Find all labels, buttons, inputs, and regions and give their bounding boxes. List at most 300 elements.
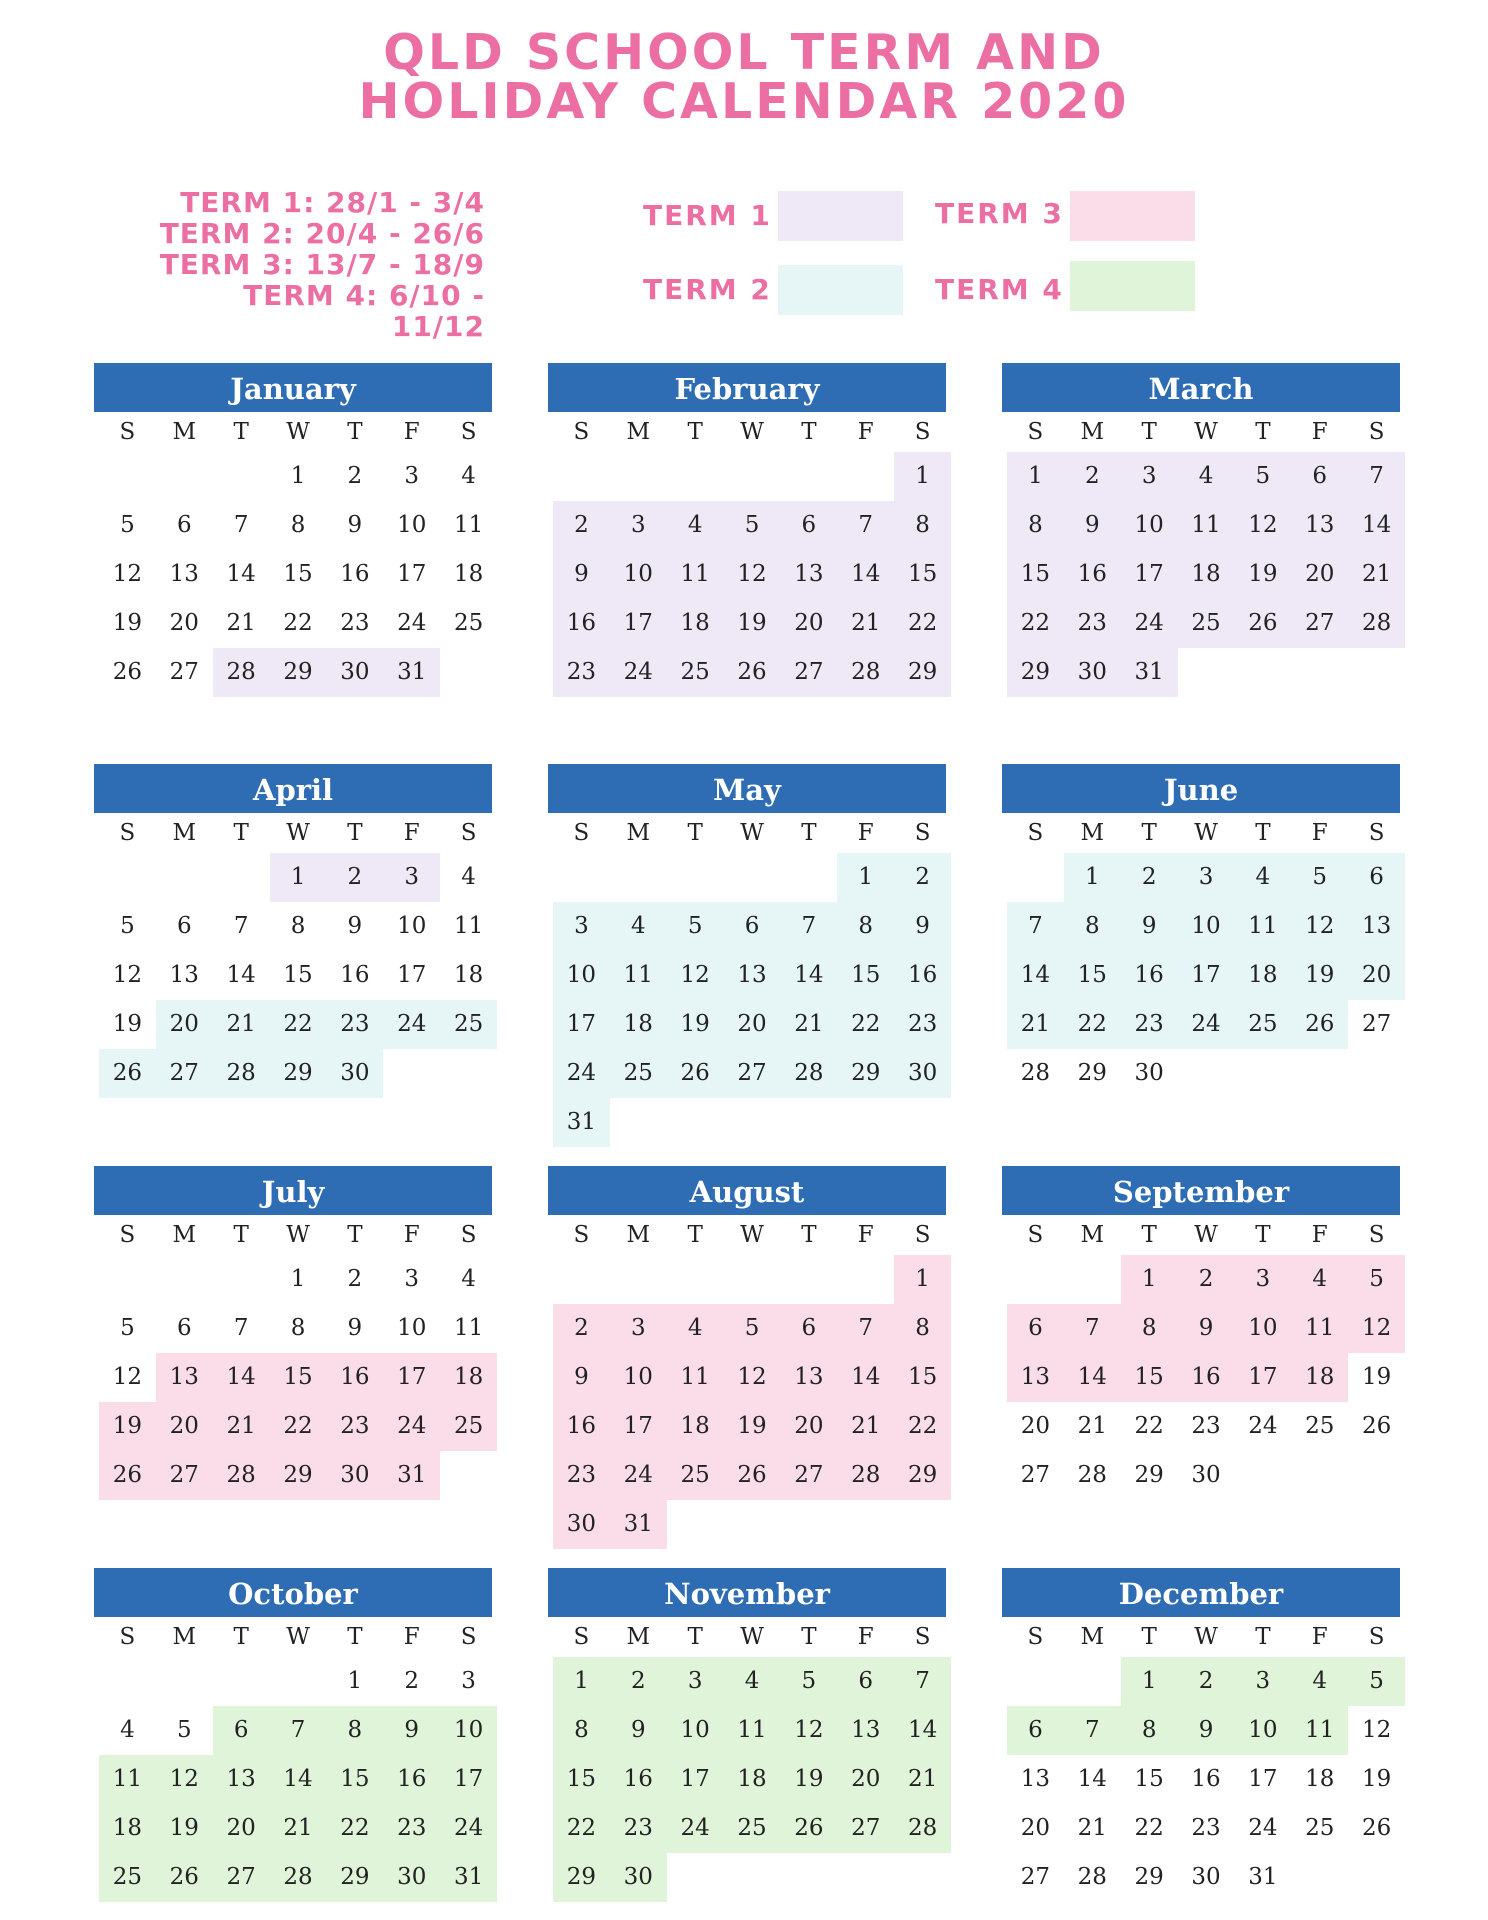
day-cell: 24 [1178, 1000, 1235, 1049]
weekday-label: T [687, 820, 703, 846]
day-cell: 18 [1178, 550, 1235, 599]
month-days-grid [99, 1617, 497, 1902]
week-row [1007, 452, 1405, 501]
day-cell: 2 [326, 853, 383, 902]
day-cell: 21 [1007, 1000, 1064, 1049]
day-cell: 28 [780, 1049, 837, 1098]
weekday-label: T [347, 1624, 363, 1650]
week-row [553, 550, 951, 599]
day-cell: 24 [610, 1451, 667, 1500]
day-cell: 22 [1007, 599, 1064, 648]
weekday-label: S [460, 1222, 477, 1248]
day-cell: 30 [326, 1451, 383, 1500]
weekday-label: S [914, 1222, 931, 1248]
weekday-label: S [119, 1624, 136, 1650]
day-cell: 14 [1077, 1766, 1107, 1792]
month-november [548, 1568, 946, 1902]
empty-cell [610, 452, 667, 501]
month-february [548, 363, 946, 697]
weekday-label: W [1194, 1222, 1218, 1248]
day-cell: 5 [120, 913, 135, 939]
day-cell: 23 [1191, 1413, 1221, 1439]
day-cell: 11 [453, 512, 484, 538]
day-cell: 11 [1291, 1304, 1348, 1353]
weekday-label: S [573, 1222, 590, 1248]
weekday-header-row [99, 1215, 497, 1255]
weekday-label: S [573, 419, 590, 445]
month-days-grid [1007, 813, 1405, 1098]
empty-cell [1348, 1049, 1405, 1098]
empty-cell [610, 853, 667, 902]
day-cell: 5 [780, 1657, 837, 1706]
weekday-label: F [403, 1222, 420, 1248]
day-cell: 26 [1234, 599, 1291, 648]
day-cell: 27 [724, 1049, 781, 1098]
day-cell: 12 [112, 561, 143, 587]
day-cell: 16 [1191, 1766, 1221, 1792]
weekday-label: M [172, 419, 197, 445]
day-cell: 16 [1121, 951, 1178, 1000]
day-cell: 7 [780, 902, 837, 951]
day-cell: 18 [1305, 1766, 1335, 1792]
day-cell: 26 [1361, 1413, 1392, 1439]
weekday-label: T [233, 820, 249, 846]
empty-cell [780, 1500, 837, 1549]
day-cell: 3 [1234, 1255, 1291, 1304]
day-cell: 16 [1064, 550, 1121, 599]
day-cell: 14 [213, 1353, 270, 1402]
day-cell: 7 [270, 1706, 327, 1755]
day-cell: 8 [1064, 902, 1121, 951]
weekday-label: T [1141, 419, 1157, 445]
day-cell: 5 [1348, 1657, 1405, 1706]
day-cell: 1 [837, 853, 894, 902]
day-cell: 8 [894, 501, 951, 550]
weekday-label: M [1080, 1222, 1105, 1248]
empty-cell [1064, 1255, 1121, 1304]
empty-cell [1234, 1451, 1291, 1500]
week-row [553, 1804, 951, 1853]
day-cell: 30 [383, 1853, 440, 1902]
day-cell: 6 [837, 1657, 894, 1706]
week-row [1007, 1853, 1405, 1902]
day-cell: 17 [397, 561, 427, 587]
day-cell: 15 [326, 1755, 383, 1804]
day-cell: 20 [1020, 1815, 1051, 1841]
empty-cell [1234, 648, 1291, 697]
day-cell: 28 [213, 1451, 270, 1500]
day-cell: 28 [213, 1049, 270, 1098]
day-cell: 28 [1348, 599, 1405, 648]
empty-cell [213, 1657, 270, 1706]
day-cell: 9 [1121, 902, 1178, 951]
day-cell: 21 [894, 1755, 951, 1804]
day-cell: 2 [1178, 1657, 1235, 1706]
day-cell: 2 [1121, 853, 1178, 902]
month-days-grid [1007, 412, 1405, 697]
month-header: December [1002, 1568, 1400, 1617]
empty-cell [99, 1255, 156, 1304]
week-row [1007, 902, 1405, 951]
day-cell: 9 [347, 1315, 363, 1341]
weekday-label: T [1141, 1222, 1157, 1248]
empty-cell [667, 1853, 724, 1902]
day-cell: 11 [1234, 902, 1291, 951]
day-cell: 24 [610, 648, 667, 697]
empty-cell [894, 1500, 951, 1549]
day-cell: 20 [213, 1804, 270, 1853]
weekday-header-row [1007, 412, 1405, 452]
month-header: August [548, 1166, 946, 1215]
day-cell: 27 [780, 648, 837, 697]
empty-cell [724, 1098, 781, 1147]
day-cell: 4 [1291, 1255, 1348, 1304]
week-row [553, 1500, 951, 1549]
day-cell: 18 [667, 599, 724, 648]
day-cell: 26 [99, 1049, 156, 1098]
day-cell: 6 [780, 501, 837, 550]
weekday-label: M [1080, 419, 1105, 445]
day-cell: 5 [1348, 1255, 1405, 1304]
day-cell: 20 [780, 1402, 837, 1451]
week-row [553, 501, 951, 550]
day-cell: 10 [440, 1706, 497, 1755]
day-cell: 28 [1020, 1060, 1051, 1086]
day-cell: 15 [894, 550, 951, 599]
empty-cell [1234, 1049, 1291, 1098]
day-cell: 29 [894, 648, 951, 697]
day-cell: 25 [1234, 1000, 1291, 1049]
day-cell: 8 [290, 1315, 306, 1341]
month-header: April [94, 764, 492, 813]
day-cell: 2 [553, 1304, 610, 1353]
day-cell: 31 [553, 1098, 610, 1147]
week-row [99, 1804, 497, 1853]
day-cell: 31 [383, 648, 440, 697]
weekday-label: S [119, 820, 136, 846]
day-cell: 31 [440, 1853, 497, 1902]
weekday-label: T [687, 1624, 703, 1650]
week-row [553, 1304, 951, 1353]
weekday-label: W [1194, 1624, 1218, 1650]
day-cell: 2 [610, 1657, 667, 1706]
week-row [553, 1402, 951, 1451]
weekday-label: M [172, 820, 197, 846]
day-cell: 28 [270, 1853, 327, 1902]
day-cell: 17 [397, 962, 427, 988]
day-cell: 29 [326, 1853, 383, 1902]
weekday-label: W [740, 820, 764, 846]
day-cell: 6 [1007, 1304, 1064, 1353]
day-cell: 24 [1121, 599, 1178, 648]
day-cell: 23 [553, 648, 610, 697]
day-cell: 12 [724, 550, 781, 599]
day-cell: 20 [837, 1755, 894, 1804]
week-row [1007, 1706, 1405, 1755]
day-cell: 1 [270, 853, 327, 902]
day-cell: 9 [553, 1353, 610, 1402]
title-line-2: HOLIDAY CALENDAR 2020 [358, 73, 1130, 130]
day-cell: 21 [1348, 550, 1405, 599]
day-cell: 26 [780, 1804, 837, 1853]
week-row [553, 1353, 951, 1402]
empty-cell [780, 1098, 837, 1147]
empty-cell [837, 1853, 894, 1902]
day-cell: 12 [112, 1364, 143, 1390]
day-cell: 30 [1191, 1864, 1221, 1890]
weekday-header-row [553, 412, 951, 452]
empty-cell [894, 1853, 951, 1902]
day-cell: 1 [1007, 452, 1064, 501]
day-cell: 23 [1191, 1815, 1221, 1841]
week-row [553, 648, 951, 697]
day-cell: 4 [724, 1657, 781, 1706]
day-cell: 5 [724, 501, 781, 550]
day-cell: 11 [453, 913, 484, 939]
day-cell: 2 [1064, 452, 1121, 501]
day-cell: 11 [667, 1353, 724, 1402]
day-cell: 12 [1361, 1717, 1392, 1743]
day-cell: 2 [347, 1266, 363, 1292]
empty-cell [156, 853, 213, 902]
day-cell: 25 [610, 1049, 667, 1098]
day-cell: 9 [894, 902, 951, 951]
day-cell: 6 [176, 913, 192, 939]
week-row [99, 1755, 497, 1804]
day-cell: 12 [112, 962, 143, 988]
weekday-header-row [553, 1215, 951, 1255]
empty-cell [724, 452, 781, 501]
day-cell: 27 [1020, 1864, 1051, 1890]
day-cell: 4 [461, 463, 476, 489]
day-cell: 19 [1291, 951, 1348, 1000]
legend-term-4-swatch [1070, 261, 1195, 311]
week-row [553, 951, 951, 1000]
week-row [99, 853, 497, 902]
week-row [99, 1451, 497, 1500]
day-cell: 25 [440, 1402, 497, 1451]
day-cell: 25 [1178, 599, 1235, 648]
day-cell: 11 [99, 1755, 156, 1804]
day-cell: 29 [1134, 1864, 1164, 1890]
weekday-label: T [801, 1624, 817, 1650]
empty-cell [667, 1098, 724, 1147]
empty-cell [99, 853, 156, 902]
day-cell: 13 [780, 550, 837, 599]
weekday-label: W [1194, 820, 1218, 846]
weekday-header-row [553, 1617, 951, 1657]
day-cell: 13 [1007, 1353, 1064, 1402]
week-row [99, 1255, 497, 1304]
month-days-grid [99, 412, 497, 697]
week-row [99, 501, 497, 550]
empty-cell [724, 853, 781, 902]
day-cell: 24 [383, 1402, 440, 1451]
day-cell: 27 [156, 1451, 213, 1500]
day-cell: 1 [894, 452, 951, 501]
day-cell: 1 [1064, 853, 1121, 902]
day-cell: 13 [1291, 501, 1348, 550]
day-cell: 2 [553, 501, 610, 550]
weekday-label: W [1194, 419, 1218, 445]
day-cell: 12 [1348, 1304, 1405, 1353]
day-cell: 19 [724, 599, 781, 648]
month-days-grid [553, 412, 951, 697]
day-cell: 29 [1007, 648, 1064, 697]
day-cell: 27 [1020, 1462, 1051, 1488]
day-cell: 13 [169, 561, 199, 587]
day-cell: 14 [226, 962, 256, 988]
day-cell: 17 [553, 1000, 610, 1049]
empty-cell [99, 1657, 156, 1706]
day-cell: 29 [894, 1451, 951, 1500]
day-cell: 7 [1007, 902, 1064, 951]
weekday-label: W [286, 1222, 310, 1248]
month-header: September [1002, 1166, 1400, 1215]
weekday-label: T [347, 419, 363, 445]
week-row [553, 1657, 951, 1706]
day-cell: 9 [347, 512, 363, 538]
day-cell: 19 [780, 1755, 837, 1804]
day-cell: 29 [270, 648, 327, 697]
day-cell: 4 [610, 902, 667, 951]
day-cell: 7 [233, 913, 249, 939]
weekday-label: S [573, 1624, 590, 1650]
day-cell: 10 [397, 913, 427, 939]
empty-cell [383, 1049, 440, 1098]
day-cell: 17 [1178, 951, 1235, 1000]
month-header: October [94, 1568, 492, 1617]
month-april [94, 764, 492, 1098]
day-cell: 22 [837, 1000, 894, 1049]
weekday-label: T [801, 820, 817, 846]
empty-cell [667, 1500, 724, 1549]
month-header: February [548, 363, 946, 412]
day-cell: 18 [453, 962, 484, 988]
weekday-label: M [172, 1624, 197, 1650]
month-july [94, 1166, 492, 1500]
day-cell: 24 [383, 1000, 440, 1049]
empty-cell [1007, 1255, 1064, 1304]
day-cell: 3 [404, 463, 420, 489]
week-row [99, 902, 497, 951]
weekday-header-row [99, 813, 497, 853]
day-cell: 23 [610, 1804, 667, 1853]
day-cell: 29 [270, 1049, 327, 1098]
weekday-label: T [1255, 1222, 1271, 1248]
day-cell: 4 [120, 1717, 135, 1743]
day-cell: 25 [440, 1000, 497, 1049]
day-cell: 12 [724, 1353, 781, 1402]
day-cell: 9 [553, 550, 610, 599]
day-cell: 21 [837, 599, 894, 648]
day-cell: 25 [1305, 1413, 1335, 1439]
term-dates-1: TERM 1: 28/1 - 3/4 [180, 186, 485, 219]
day-cell: 12 [1234, 501, 1291, 550]
weekday-label: S [460, 419, 477, 445]
weekday-label: S [1368, 1624, 1385, 1650]
weekday-header-row [1007, 1617, 1405, 1657]
month-october [94, 1568, 492, 1902]
day-cell: 30 [1134, 1060, 1164, 1086]
day-cell: 23 [894, 1000, 951, 1049]
day-cell: 30 [894, 1049, 951, 1098]
weekday-label: T [801, 1222, 817, 1248]
day-cell: 14 [837, 1353, 894, 1402]
empty-cell [724, 1500, 781, 1549]
weekday-header-row [1007, 1215, 1405, 1255]
week-row [99, 1657, 497, 1706]
day-cell: 6 [1291, 452, 1348, 501]
day-cell: 7 [837, 1304, 894, 1353]
day-cell: 19 [1234, 550, 1291, 599]
week-row [1007, 1049, 1405, 1098]
day-cell: 24 [440, 1804, 497, 1853]
legend-term-3-label: TERM 3 [935, 197, 1064, 230]
weekday-label: S [914, 1624, 931, 1650]
day-cell: 25 [724, 1804, 781, 1853]
day-cell: 8 [1121, 1706, 1178, 1755]
week-row [99, 1304, 497, 1353]
week-row [553, 902, 951, 951]
legend-term-3-swatch [1070, 191, 1195, 241]
day-cell: 24 [397, 610, 427, 636]
day-cell: 4 [667, 501, 724, 550]
day-cell: 30 [1191, 1462, 1221, 1488]
weekday-label: F [1311, 419, 1328, 445]
day-cell: 4 [1234, 853, 1291, 902]
empty-cell [1291, 1451, 1348, 1500]
day-cell: 18 [610, 1000, 667, 1049]
day-cell: 18 [440, 1353, 497, 1402]
day-cell: 14 [837, 550, 894, 599]
empty-cell [1291, 1049, 1348, 1098]
day-cell: 20 [1348, 951, 1405, 1000]
weekday-label: S [1027, 820, 1044, 846]
week-row [1007, 599, 1405, 648]
week-row [99, 1049, 497, 1098]
month-days-grid [99, 813, 497, 1098]
month-header: June [1002, 764, 1400, 813]
month-august [548, 1166, 946, 1549]
day-cell: 12 [667, 951, 724, 1000]
empty-cell [553, 1255, 610, 1304]
weekday-label: M [626, 419, 651, 445]
week-row [1007, 951, 1405, 1000]
month-header: November [548, 1568, 946, 1617]
day-cell: 15 [837, 951, 894, 1000]
weekday-label: M [626, 1222, 651, 1248]
day-cell: 20 [780, 599, 837, 648]
day-cell: 13 [213, 1755, 270, 1804]
month-march [1002, 363, 1400, 697]
empty-cell [156, 1657, 213, 1706]
day-cell: 28 [837, 1451, 894, 1500]
empty-cell [213, 452, 270, 501]
day-cell: 21 [1077, 1815, 1107, 1841]
week-row [99, 599, 497, 648]
day-cell: 16 [340, 561, 370, 587]
empty-cell [1348, 648, 1405, 697]
legend-term-1-swatch [778, 191, 903, 241]
day-cell: 3 [461, 1668, 476, 1694]
day-cell: 7 [1064, 1706, 1121, 1755]
weekday-label: M [626, 1624, 651, 1650]
day-cell: 19 [1361, 1766, 1392, 1792]
month-header: March [1002, 363, 1400, 412]
day-cell: 29 [553, 1853, 610, 1902]
day-cell: 27 [169, 659, 199, 685]
